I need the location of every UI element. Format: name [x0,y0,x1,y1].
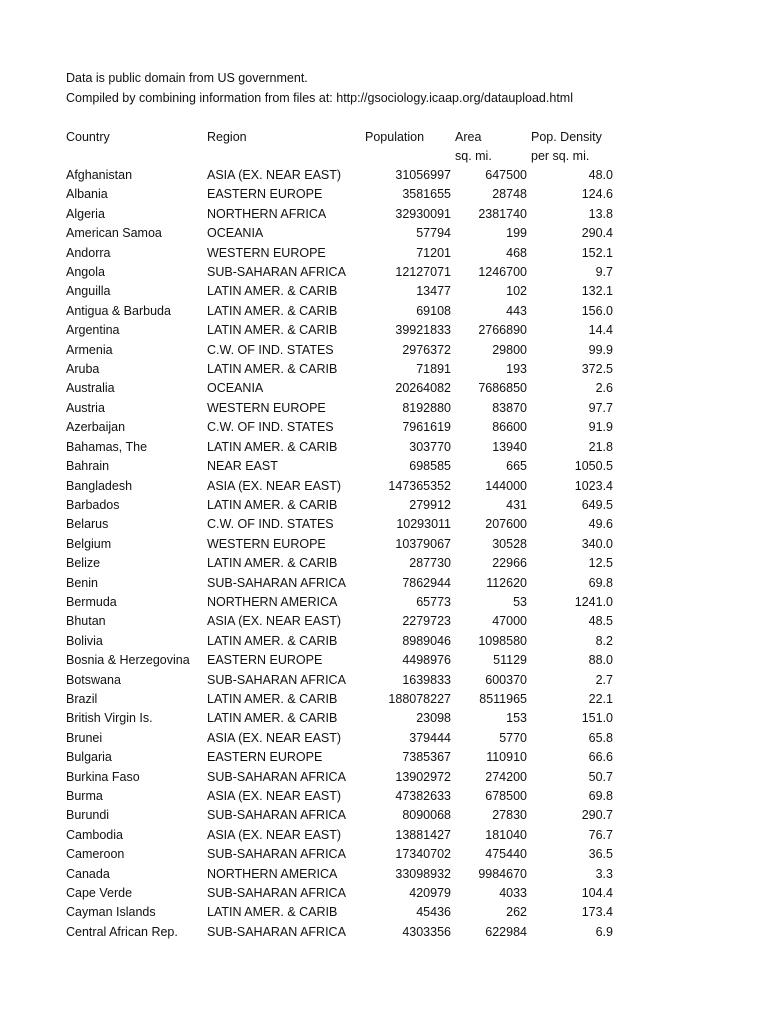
population-cell: 31056997 [395,168,451,182]
area-cell: 193 [506,362,527,377]
density-cell: 1023.4 [574,478,613,493]
country-cell: Albania [66,187,108,202]
country-cell: Cayman Islands [66,905,156,920]
region-cell: OCEANIA [207,381,264,396]
country-cell: Belarus [66,517,109,532]
population-cell: 8192880 [402,400,451,415]
population-cell: 10379067 [395,536,451,551]
density-cell: 50.7 [588,769,613,784]
table-row [0,516,768,535]
region-cell: LATIN AMER. & CARIB [207,691,338,706]
density-cell: 290.7 [581,808,613,823]
area-cell: 112620 [486,575,527,590]
density-cell: 88.0 [588,653,613,668]
country-cell: Cameroon [66,847,125,862]
population-cell: 13881427 [395,827,451,842]
area-cell: 102 [506,284,527,299]
density-cell: 97.7 [588,400,613,415]
population-cell: 147365352 [388,478,451,493]
region-cell: LATIN AMER. & CARIB [207,556,338,571]
region-cell: ASIA (EX. NEAR EAST) [207,478,342,493]
table-row [0,497,768,516]
population-cell: 71201 [416,245,451,260]
country-cell: Cambodia [66,827,123,842]
region-cell: WESTERN EUROPE [207,536,326,551]
table-row [0,691,768,710]
country-cell: Algeria [66,206,105,221]
table-row [0,885,768,904]
area-cell: 27830 [492,808,527,823]
population-cell: 4498976 [402,653,451,668]
area-cell: 475440 [485,847,527,862]
area-cell: 9984670 [478,866,527,881]
table-row [0,342,768,361]
population-cell: 8090068 [402,808,451,823]
area-cell: 181040 [485,827,527,842]
country-cell: Anguilla [66,284,111,299]
area-cell: 22966 [492,556,527,571]
table-row [0,652,768,671]
data-table [0,167,768,943]
country-cell: Argentina [66,323,120,338]
density-cell: 173.4 [581,905,613,920]
population-cell: 3581655 [402,187,451,202]
area-cell: 153 [506,711,527,726]
population-cell: 20264082 [395,381,451,396]
area-cell: 53 [513,594,527,609]
region-cell: SUB-SAHARAN AFRICA [207,575,346,590]
country-cell: British Virgin Is. [66,711,153,726]
area-cell: 83870 [492,400,527,415]
density-cell: 340.0 [581,536,613,551]
density-cell: 152.1 [581,245,613,260]
density-cell: 21.8 [588,439,613,454]
population-cell: 33098932 [395,866,451,881]
population-cell: 287730 [409,556,451,571]
density-cell: 6.9 [595,924,613,939]
density-cell: 48.0 [588,168,613,182]
population-cell: 39921833 [395,323,451,338]
density-cell: 2.7 [595,672,613,687]
region-cell: LATIN AMER. & CARIB [207,303,338,318]
density-cell: 1050.5 [574,459,613,474]
country-cell: Azerbaijan [66,420,126,435]
table-row [0,749,768,768]
table-row [0,186,768,205]
area-cell: 30528 [492,536,527,551]
header-area-unit: sq. mi. [455,149,492,163]
density-cell: 2.6 [595,381,613,396]
country-cell: Burkina Faso [66,769,140,784]
region-cell: LATIN AMER. & CARIB [207,439,338,454]
density-cell: 1241.0 [574,594,613,609]
population-cell: 45436 [416,905,451,920]
region-cell: SUB-SAHARAN AFRICA [207,847,346,862]
region-cell: LATIN AMER. & CARIB [207,362,338,377]
area-cell: 665 [506,459,527,474]
density-cell: 8.2 [595,633,613,648]
country-cell: Burundi [66,808,110,823]
region-cell: C.W. OF IND. STATES [207,420,334,435]
table-row [0,264,768,283]
region-cell: ASIA (EX. NEAR EAST) [207,827,342,842]
table-row [0,322,768,341]
table-row [0,807,768,826]
region-cell: LATIN AMER. & CARIB [207,284,338,299]
density-cell: 48.5 [588,614,613,629]
region-cell: WESTERN EUROPE [207,245,326,260]
region-cell: SUB-SAHARAN AFRICA [207,769,346,784]
table-row [0,303,768,322]
table-row [0,672,768,691]
density-cell: 132.1 [581,284,613,299]
density-cell: 91.9 [588,420,613,435]
table-row [0,206,768,225]
country-cell: Angola [66,265,105,280]
table-row [0,846,768,865]
country-cell: Barbados [66,497,120,512]
population-cell: 47382633 [395,789,451,803]
country-cell: American Samoa [66,226,162,241]
region-cell: ASIA (EX. NEAR EAST) [207,730,342,745]
region-cell: NORTHERN AMERICA [207,594,338,609]
population-cell: 2976372 [402,342,451,357]
population-cell: 7385367 [402,750,451,765]
table-row [0,924,768,943]
area-cell: 199 [506,226,527,241]
table-row [0,458,768,477]
population-cell: 13477 [416,284,451,299]
region-cell: C.W. OF IND. STATES [207,517,334,532]
density-cell: 49.6 [588,517,613,532]
region-cell: ASIA (EX. NEAR EAST) [207,789,342,803]
country-cell: Austria [66,400,105,415]
density-cell: 65.8 [588,730,613,745]
header-density-unit: per sq. mi. [531,149,590,163]
header-area: Area [455,130,482,144]
area-cell: 2381740 [478,206,527,221]
population-cell: 23098 [416,711,451,726]
area-cell: 47000 [492,614,527,629]
country-cell: Bangladesh [66,478,133,493]
source-note: Data is public domain from US government. [66,71,308,85]
region-cell: SUB-SAHARAN AFRICA [207,924,346,939]
area-cell: 29800 [492,342,527,357]
table-row [0,904,768,923]
country-cell: Armenia [66,342,113,357]
region-cell: SUB-SAHARAN AFRICA [207,886,346,901]
country-cell: Benin [66,575,98,590]
density-cell: 12.5 [588,556,613,571]
density-cell: 104.4 [581,886,613,901]
population-cell: 17340702 [395,847,451,862]
table-row [0,866,768,885]
table-row [0,419,768,438]
density-cell: 372.5 [581,362,613,377]
density-cell: 14.4 [588,323,613,338]
area-cell: 2766890 [478,323,527,338]
country-cell: Cape Verde [66,886,133,901]
density-cell: 124.6 [581,187,613,202]
region-cell: ASIA (EX. NEAR EAST) [207,614,342,629]
population-cell: 188078227 [388,691,451,706]
region-cell: LATIN AMER. & CARIB [207,633,338,648]
country-cell: Antigua & Barbuda [66,303,171,318]
table-row [0,536,768,555]
area-cell: 51129 [493,653,527,668]
table-row [0,361,768,380]
country-cell: Bhutan [66,614,106,629]
population-cell: 71891 [416,362,451,377]
table-row [0,575,768,594]
region-cell: SUB-SAHARAN AFRICA [207,808,346,823]
population-cell: 32930091 [395,206,451,221]
table-row [0,478,768,497]
country-cell: Bermuda [66,594,117,609]
region-cell: C.W. OF IND. STATES [207,342,334,357]
area-cell: 1098580 [478,633,527,648]
population-cell: 69108 [416,303,451,318]
country-cell: Afghanistan [66,168,133,182]
country-cell: Belize [66,556,101,571]
population-cell: 7862944 [402,575,451,590]
density-cell: 649.5 [581,497,613,512]
area-cell: 207600 [485,517,527,532]
country-cell: Bulgaria [66,750,112,765]
area-cell: 274200 [485,769,527,784]
area-cell: 468 [506,245,527,260]
region-cell: SUB-SAHARAN AFRICA [207,672,346,687]
density-cell: 151.0 [581,711,613,726]
area-cell: 8511965 [479,691,527,706]
density-cell: 156.0 [581,303,613,318]
country-cell: Canada [66,866,110,881]
density-cell: 290.4 [581,226,613,241]
region-cell: EASTERN EUROPE [207,750,323,765]
country-cell: Australia [66,381,115,396]
population-cell: 65773 [416,594,451,609]
area-cell: 4033 [499,886,527,901]
region-cell: LATIN AMER. & CARIB [207,323,338,338]
table-row [0,710,768,729]
area-cell: 600370 [485,672,527,687]
region-cell: EASTERN EUROPE [207,653,323,668]
population-cell: 13902972 [395,769,451,784]
region-cell: ASIA (EX. NEAR EAST) [207,168,342,182]
population-cell: 379444 [409,730,451,745]
table-row [0,380,768,399]
country-cell: Aruba [66,362,100,377]
area-cell: 1246700 [478,265,527,280]
region-cell: LATIN AMER. & CARIB [207,711,338,726]
country-cell: Brazil [66,691,98,706]
area-cell: 262 [506,905,527,920]
density-cell: 69.8 [588,789,613,803]
table-row [0,245,768,264]
region-cell: LATIN AMER. & CARIB [207,497,338,512]
region-cell: EASTERN EUROPE [207,187,323,202]
table-row [0,400,768,419]
area-cell: 86600 [492,420,527,435]
area-cell: 13940 [492,439,527,454]
country-cell: Belgium [66,536,112,551]
region-cell: NORTHERN AMERICA [207,866,338,881]
density-cell: 3.3 [595,866,613,881]
table-row [0,769,768,788]
density-cell: 69.8 [588,575,613,590]
density-cell: 99.9 [588,342,613,357]
table-row [0,730,768,749]
population-cell: 698585 [409,459,451,474]
density-cell: 22.1 [588,691,613,706]
country-cell: Brunei [66,730,103,745]
header-population: Population [365,130,425,144]
country-cell: Botswana [66,672,121,687]
table-row [0,225,768,244]
table-row [0,439,768,458]
table-row [0,633,768,652]
table-row [0,167,768,186]
table-row [0,283,768,302]
region-cell: OCEANIA [207,226,264,241]
area-cell: 5770 [499,730,527,745]
source-url-note: Compiled by combining information from files at: http://gsociology.icaap.org/dataupload.html [66,91,573,105]
region-cell: WESTERN EUROPE [207,400,326,415]
area-cell: 7686850 [478,381,527,396]
area-cell: 622984 [485,924,527,939]
country-cell: Burma [66,789,103,803]
table-row [0,827,768,846]
population-cell: 2279723 [402,614,451,629]
table-row [0,555,768,574]
area-cell: 647500 [485,168,527,182]
population-cell: 10293011 [396,517,451,532]
population-cell: 1639833 [402,672,451,687]
population-cell: 279912 [409,497,451,512]
country-cell: Central African Rep. [66,924,178,939]
country-cell: Bahrain [66,459,110,474]
header-country: Country [66,130,110,144]
area-cell: 110910 [486,750,527,765]
density-cell: 9.7 [595,265,613,280]
population-cell: 57794 [416,226,451,241]
density-cell: 66.6 [588,750,613,765]
population-cell: 4303356 [402,924,451,939]
area-cell: 443 [506,303,527,318]
table-row [0,788,768,807]
population-cell: 8989046 [402,633,451,648]
population-cell: 303770 [409,439,451,454]
table-row [0,613,768,632]
region-cell: LATIN AMER. & CARIB [207,905,338,920]
header-density: Pop. Density [531,130,602,144]
density-cell: 36.5 [588,847,613,862]
header-region: Region [207,130,247,144]
population-cell: 7961619 [402,420,451,435]
country-cell: Bahamas, The [66,439,148,454]
table-row [0,594,768,613]
density-cell: 13.8 [588,206,613,221]
region-cell: SUB-SAHARAN AFRICA [207,265,346,280]
region-cell: NORTHERN AFRICA [207,206,327,221]
density-cell: 76.7 [588,827,613,842]
country-cell: Andorra [66,245,111,260]
area-cell: 28748 [492,187,527,202]
population-cell: 12127071 [395,265,451,280]
region-cell: NEAR EAST [207,459,278,474]
population-cell: 420979 [409,886,451,901]
country-cell: Bosnia & Herzegovina [66,653,190,668]
area-cell: 144000 [485,478,527,493]
area-cell: 431 [506,497,527,512]
area-cell: 678500 [485,789,527,803]
country-cell: Bolivia [66,633,103,648]
